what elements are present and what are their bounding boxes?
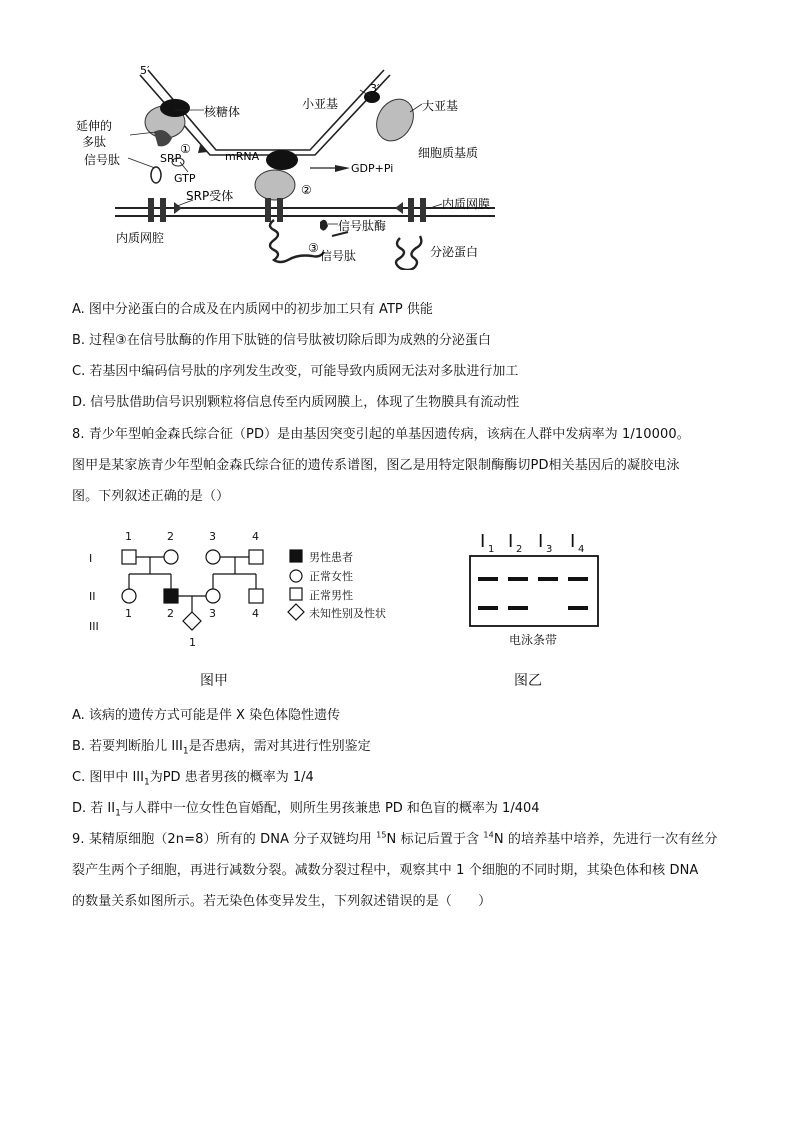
q8-option-d-sub: 1	[115, 808, 121, 819]
label-5prime: 5′	[140, 64, 150, 77]
srp-receptor-center	[265, 198, 283, 222]
pedigree-II1-normal-female	[122, 589, 136, 603]
er-membrane	[115, 208, 495, 216]
q8-line2: 图甲是某家族青少年型帕金森氏综合征的遗传系谱图，图乙是用特定限制酶酶切PD相关基因后的凝胶电泳	[72, 458, 680, 473]
label-peptidase: 信号肽酶	[338, 219, 387, 233]
band-I1-upper	[478, 577, 498, 581]
q9-sup-15: 15	[376, 830, 387, 840]
lane-label-I4: I	[570, 531, 576, 552]
q8-line1: 8. 青少年型帕金森氏综合征（PD）是由基因突变引起的单基因遗传病，该病在人群中发病率为 1/10000。	[72, 427, 690, 442]
num-I4: 4	[252, 530, 259, 543]
num-III1: 1	[189, 636, 196, 649]
gel-electrophoresis	[462, 522, 612, 652]
label-extending-1: 延伸的	[76, 119, 113, 133]
label-secretory: 分泌蛋白	[430, 245, 479, 259]
num-II4: 4	[252, 607, 259, 620]
label-er-membrane: 内质网膜	[442, 197, 491, 211]
label-mrna: mRNA	[225, 150, 260, 163]
q9-line2: 裂产生两个子细胞，再进行减数分裂。减数分裂过程中，观察其中 1 个细胞的不同时期，其染色体和核 DNA	[72, 863, 699, 878]
q8-option-c	[72, 766, 314, 788]
q9-line1	[72, 828, 717, 847]
num-I2: 2	[167, 530, 174, 543]
legend-unknown-icon	[288, 604, 304, 620]
num-I3: 3	[209, 530, 216, 543]
signal-peptidase	[320, 220, 328, 231]
pedigree-II3-normal-female	[206, 589, 220, 603]
q9-line3: 的数量关系如图所示。若无染色体变异发生，下列叙述错误的是（ ）	[72, 894, 492, 909]
label-srp-receptor: SRP受体	[186, 189, 234, 203]
legend-normal-female-icon	[290, 570, 302, 582]
gen-label-I: I	[89, 552, 93, 565]
q8-option-b	[72, 735, 371, 757]
label-srp: SRP	[160, 152, 182, 165]
q8-option-b-pre: B. 若要判断胎儿 III	[72, 739, 183, 754]
legend-normal-male-icon	[290, 588, 302, 600]
band-I4-lower	[568, 606, 588, 610]
label-step3: ③	[308, 241, 319, 255]
q8-option-c-sub: 1	[143, 777, 150, 788]
label-signal-peptide: 信号肽	[84, 153, 121, 167]
q8-option-d	[72, 797, 540, 819]
lane-label-I1: I	[480, 531, 486, 552]
gel-frame	[470, 556, 598, 626]
band-I2-lower	[508, 606, 528, 610]
q8-line3: 图。下列叙述正确的是（）	[72, 489, 230, 504]
lane-sub-4: 4	[578, 544, 585, 555]
secretory-protein	[396, 236, 421, 270]
pedigree-I1-normal-male	[122, 550, 136, 564]
gen-label-III: III	[89, 620, 99, 633]
legend-affected-male-icon	[290, 550, 302, 562]
pedigree-I4-normal-male	[249, 550, 263, 564]
q7-option-d: D. 信号肽借助信号识别颗粒将信息传至内质网膜上，体现了生物膜具有流动性	[72, 395, 520, 410]
q7-option-c: C. 若基因中编码信号肽的序列发生改变，可能导致内质网无法对多肽进行加工	[72, 364, 519, 379]
q8-option-d-pre: D. 若 II	[72, 801, 116, 816]
srp-receptor-right	[395, 198, 426, 222]
srp-receptor-left	[148, 198, 182, 222]
pedigree-III1-unknown	[183, 612, 201, 630]
srp-free	[151, 167, 161, 183]
ribosome-large-center	[255, 170, 295, 200]
q7-option-b: B. 过程③在信号肽酶的作用下肽链的信号肽被切除后即为成熟的分泌蛋白	[72, 333, 491, 348]
gel-caption: 电泳条带	[509, 633, 558, 647]
label-cytosol: 细胞质基质	[418, 146, 479, 160]
label-extending-2: 多肽	[82, 135, 107, 149]
legend-affected-male: 男性患者	[309, 551, 353, 564]
q8-option-d-post: 与人群中一位女性色盲婚配，则所生男孩兼患 PD 和色盲的概率为 1/404	[120, 801, 540, 816]
legend-unknown: 未知性别及性状	[309, 607, 386, 620]
num-I1: 1	[125, 530, 132, 543]
band-I3-upper	[538, 577, 558, 581]
pedigree-II4-normal-male	[249, 589, 263, 603]
num-II2: 2	[167, 607, 174, 620]
label-gtp: GTP	[174, 172, 196, 185]
label-ribosome: 核糖体	[204, 105, 241, 119]
q7-option-a: A. 图中分泌蛋白的合成及在内质网中的初步加工只有 ATP 供能	[72, 302, 433, 317]
num-II1: 1	[125, 607, 132, 620]
q8-option-c-pre: C. 图甲中 III	[72, 770, 144, 785]
legend-normal-male: 正常男性	[309, 589, 353, 602]
lane-label-I2: I	[508, 531, 514, 552]
lane-sub-3: 3	[546, 544, 553, 555]
label-gdp: GDP+Pi	[351, 162, 394, 175]
caption-fig-a: 图甲	[200, 673, 228, 689]
lane-sub-2: 2	[516, 544, 523, 555]
protein-targeting-diagram	[70, 60, 510, 270]
q9-line1-c: N 的培养基中培养，先进行一次有丝分	[493, 832, 718, 847]
label-3prime: 3′	[370, 82, 380, 95]
label-step2: ②	[301, 183, 312, 197]
lane-sub-1: 1	[488, 544, 495, 555]
pedigree-II2-affected-male	[164, 589, 178, 603]
legend-normal-female: 正常女性	[309, 570, 353, 583]
q9-line1-b: N 标记后置于含	[386, 832, 484, 847]
band-I4-upper	[568, 577, 588, 581]
ribosome-small-left	[160, 99, 190, 117]
label-step1: ①	[180, 142, 191, 156]
caption-fig-b: 图乙	[514, 673, 542, 689]
pedigree-I3-normal-female	[206, 550, 220, 564]
lane-label-I3: I	[538, 531, 544, 552]
label-signal-peptide-2: 信号肽	[320, 249, 357, 263]
pedigree-chart	[85, 522, 415, 652]
label-small-subunit: 小亚基	[302, 97, 339, 111]
q8-option-b-sub: 1	[182, 746, 189, 757]
q9-sup-14: 14	[483, 830, 494, 840]
ribosome-small-center	[266, 150, 298, 170]
gen-label-II: II	[89, 590, 96, 603]
band-I2-upper	[508, 577, 528, 581]
band-I1-lower	[478, 606, 498, 610]
q8-option-a: A. 该病的遗传方式可能是伴 X 染色体隐性遗传	[72, 708, 341, 723]
num-II3: 3	[209, 607, 216, 620]
label-large-subunit: 大亚基	[422, 99, 459, 113]
q9-line1-a: 9. 某精原细胞（2n=8）所有的 DNA 分子双链均用	[72, 832, 377, 847]
label-er-lumen: 内质网腔	[116, 231, 165, 245]
mrna-arrow-right	[335, 165, 350, 172]
pedigree-I2-normal-female	[164, 550, 178, 564]
q8-option-c-post: 为PD 患者男孩的概率为 1/4	[149, 770, 314, 785]
q8-option-b-post: 是否患病，需对其进行性别鉴定	[188, 739, 371, 754]
